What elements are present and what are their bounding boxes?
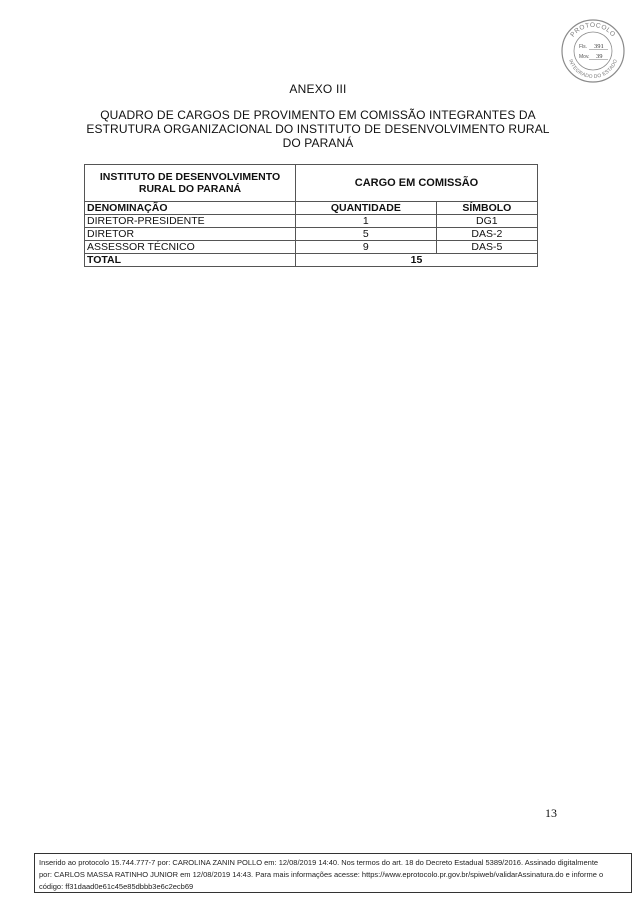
total-value: 15 [296,254,538,267]
cell-simbolo: DAS-2 [436,228,537,241]
stamp-mov-value: 39 [596,53,603,60]
cell-quantidade: 5 [296,228,437,241]
stamp-ring-bottom: INTEGRADO DO ESTADO [567,58,619,81]
table-row [85,215,538,228]
cargo-header: CARGO EM COMISSÃO [296,165,538,202]
page-number: 13 [545,806,557,820]
protocol-stamp [560,18,626,84]
cell-denominacao: DIRETOR-PRESIDENTE [85,215,296,228]
column-header-denominacao: DENOMINAÇÃO [85,202,296,215]
stamp-fls-value: 391 [594,43,604,50]
table-row [85,241,538,254]
footer-line: por: CARLOS MASSA RATINHO JUNIOR em 12/08/2019 14:43. Para mais informações acesse: https://www.eprotocolo.pr.gov.br/spiweb/validarAssinatura.do e informe o [39,870,604,879]
stamp-ring-top: PROTOCOLO [569,21,617,39]
heading-line: QUADRO DE CARGOS DE PROVIMENTO EM COMISSÃO INTEGRANTES DA [100,108,536,122]
cell-simbolo: DAS-5 [436,241,537,254]
stamp-mov-label: Mov. [579,54,590,60]
total-row [85,254,538,267]
digital-signature-footer [34,853,632,893]
column-header-quantidade: QUANTIDADE [296,202,437,215]
cell-quantidade: 1 [296,215,437,228]
annex-title: ANEXO III [289,82,347,96]
column-header-simbolo: SÍMBOLO [436,202,537,215]
heading-line: ESTRUTURA ORGANIZACIONAL DO INSTITUTO DE DESENVOLVIMENTO RURAL [86,122,550,136]
column-header-row [85,202,538,215]
positions-table [84,164,538,267]
cell-simbolo: DG1 [436,215,537,228]
footer-line: Inserido ao protocolo 15.744.777-7 por: CAROLINA ZANIN POLLO em: 12/08/2019 14:40. Nos termos do art. 18 do Decreto Estadual 5389/2016. Assinado digitalmente [39,858,599,867]
stamp-fls-label: Fls. [579,44,588,50]
table-row [85,228,538,241]
heading-line: DO PARANÁ [282,136,354,150]
institute-header: INSTITUTO DE DESENVOLVIMENTO RURAL DO PARANÁ [85,165,296,202]
footer-line: código: ff31daad0e61c45e85dbbb3e6c2ecb69 [39,882,194,891]
cell-denominacao: DIRETOR [85,228,296,241]
document-heading [80,108,556,150]
cell-quantidade: 9 [296,241,437,254]
protocol-seal-icon [560,18,626,84]
total-label: TOTAL [85,254,296,267]
table-header-row [85,165,538,202]
cell-denominacao: ASSESSOR TÉCNICO [85,241,296,254]
